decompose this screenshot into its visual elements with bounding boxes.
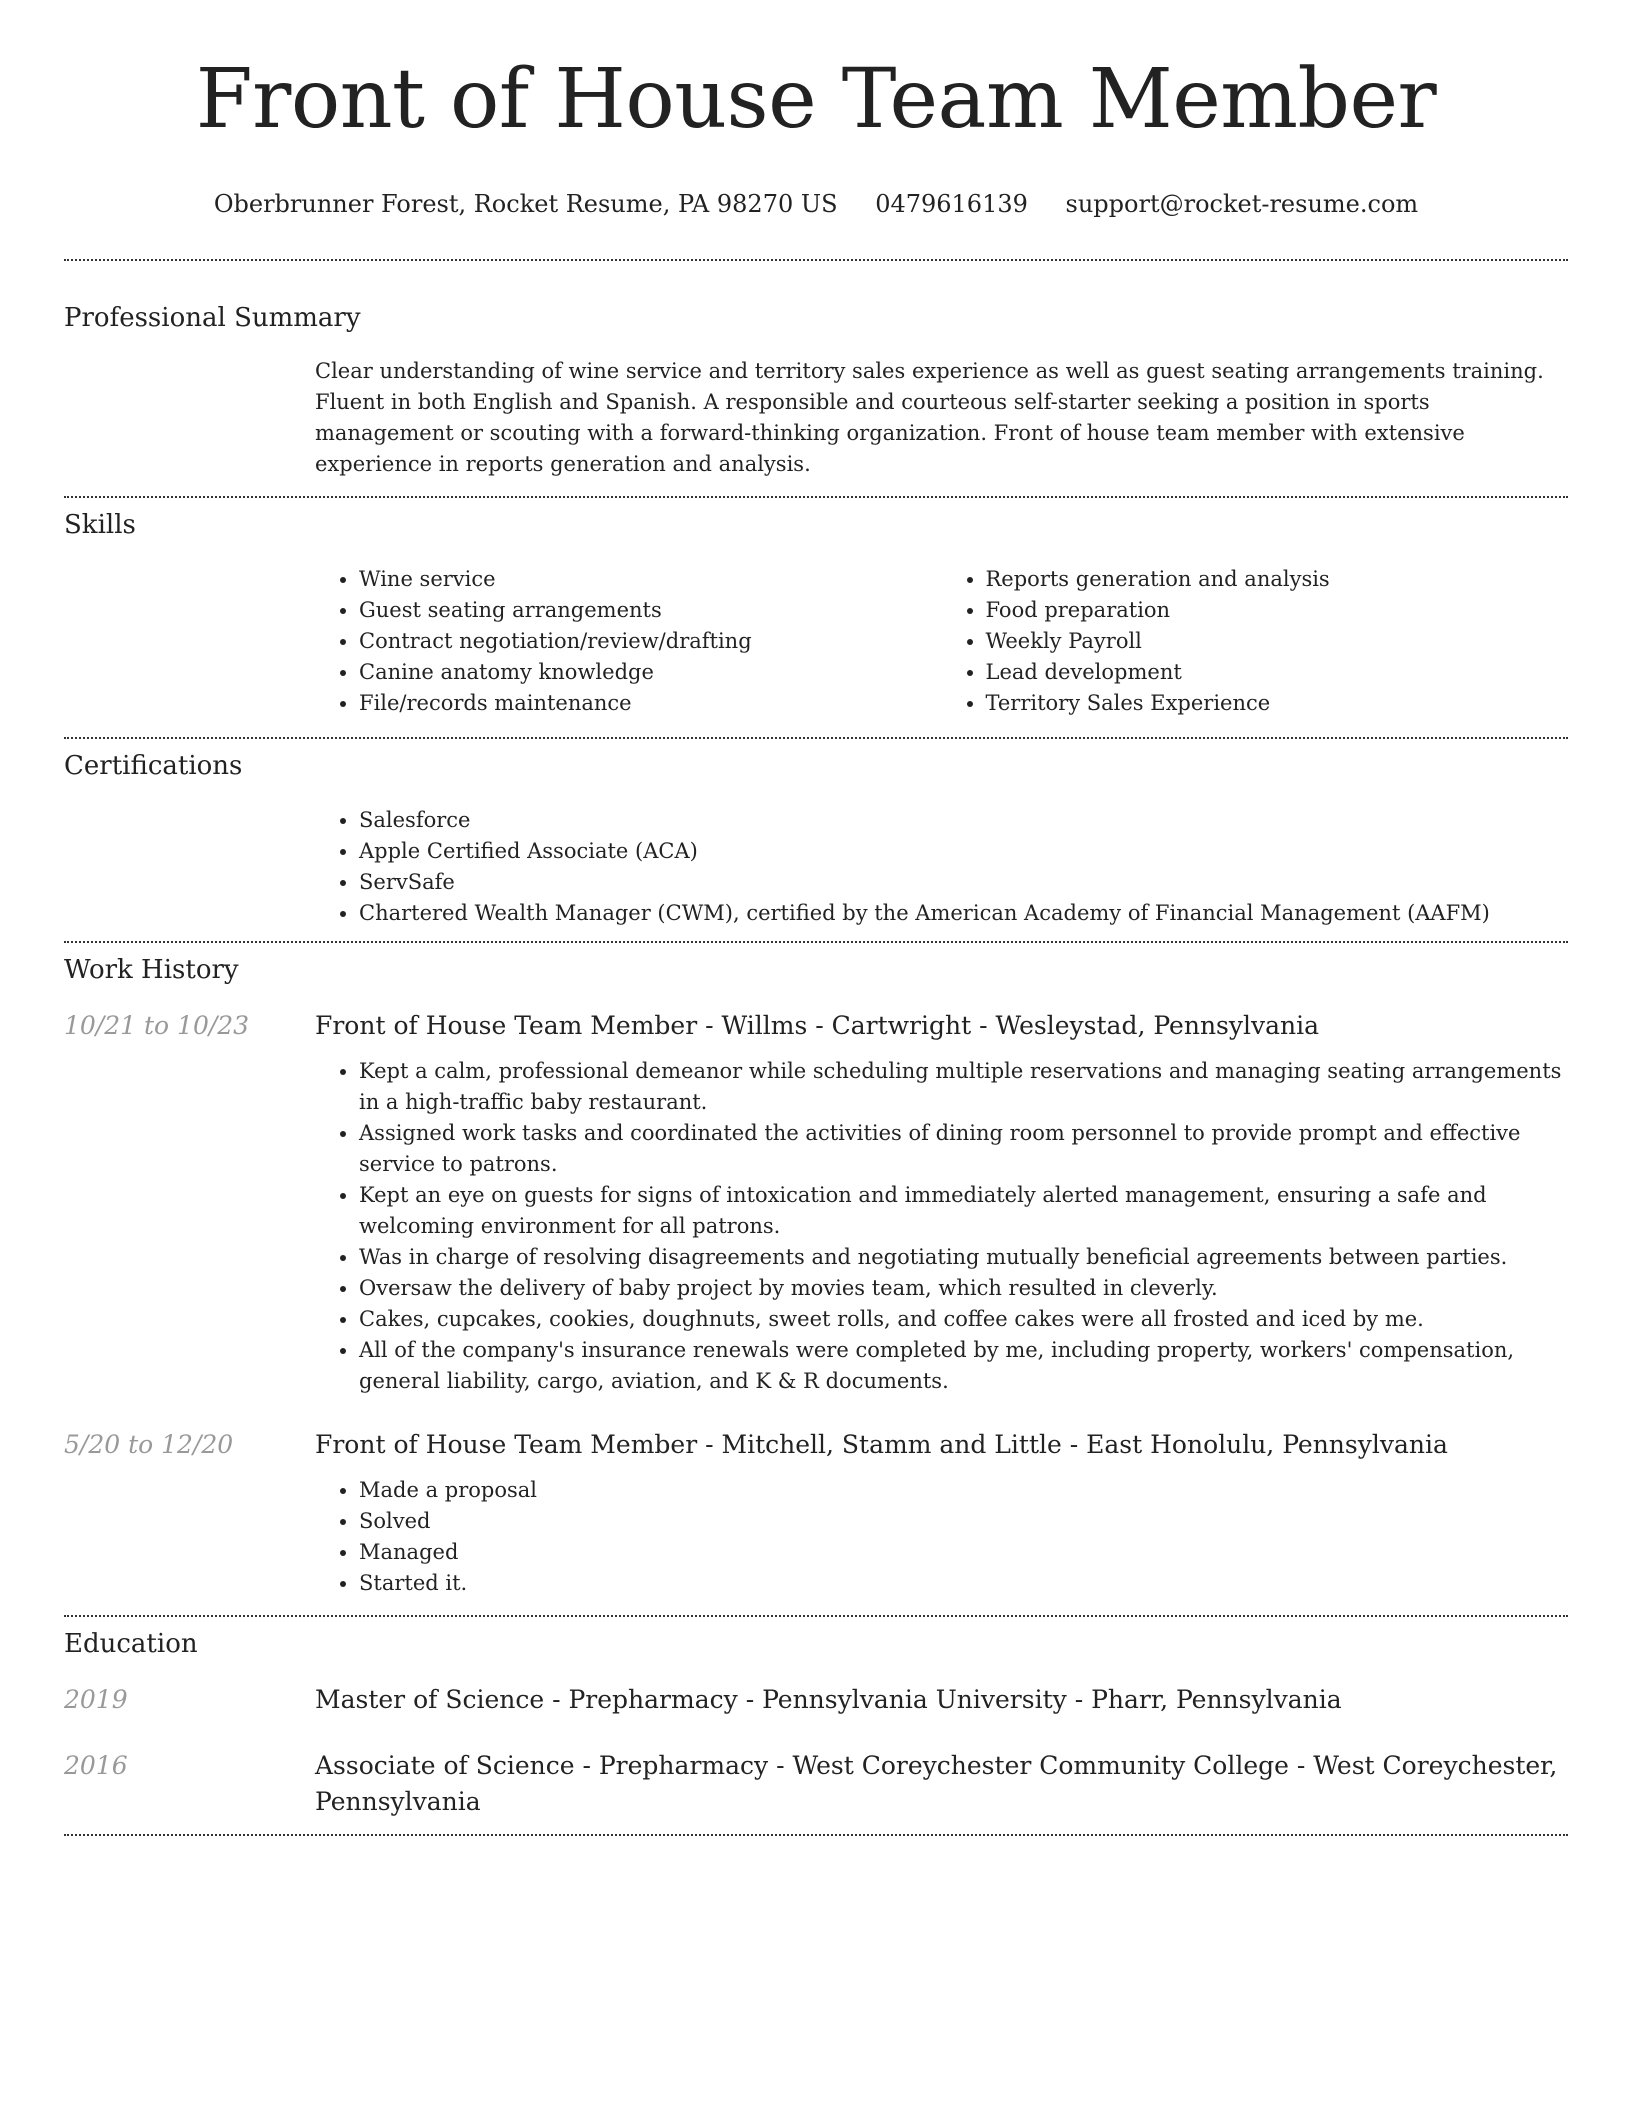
- contact-address: Oberbrunner Forest, Rocket Resume, PA 98270 US: [213, 190, 838, 218]
- education-heading: [315, 1748, 1568, 1820]
- skills-list-right: [942, 564, 1569, 719]
- education-year: 2019: [64, 1685, 128, 1714]
- contact-line: [64, 188, 1568, 220]
- skill-item: • File/records maintenance: [359, 688, 942, 719]
- skills-list-left: [315, 564, 942, 719]
- job-bullet: • Kept an eye on guests for signs of intoxication and immediately alerted management, ensuring a safe and welcoming environment for all patrons.: [359, 1180, 1568, 1242]
- job-bullets: [315, 1475, 1568, 1599]
- skill-item: • Guest seating arrangements: [359, 595, 942, 626]
- education-heading: [315, 1682, 1568, 1718]
- job-bullet: • Was in charge of resolving disagreements and negotiating mutually beneficial agreements between parties.: [359, 1242, 1568, 1273]
- job-entry: [64, 1427, 1568, 1599]
- education-details: - Pennsylvania University - Pharr, Pennsylvania: [737, 1685, 1342, 1714]
- job-bullet: • Cakes, cupcakes, cookies, doughnuts, sweet rolls, and coffee cakes were all frosted and iced by me.: [359, 1304, 1568, 1335]
- resume-page: [64, 0, 1568, 1836]
- certification-item: • Apple Certified Associate (ACA): [359, 836, 1568, 867]
- job-heading: [315, 1008, 1568, 1044]
- section-title-summary: Professional Summary: [64, 303, 361, 333]
- certifications-list: [315, 805, 1568, 929]
- job-bullet: • Made a proposal: [359, 1475, 1568, 1506]
- divider: [64, 1834, 1568, 1836]
- job-details: - Willms - Cartwright - Wesleystad, Pennsylvania: [697, 1011, 1320, 1040]
- skill-item: • Food preparation: [986, 595, 1569, 626]
- certification-item: • ServSafe: [359, 867, 1568, 898]
- certifications-section: [64, 739, 1568, 929]
- skill-item: • Weekly Payroll: [986, 626, 1569, 657]
- job-details: - Mitchell, Stamm and Little - East Honolulu, Pennsylvania: [697, 1430, 1448, 1459]
- skill-item: • Territory Sales Experience: [986, 688, 1569, 719]
- summary-section: [64, 261, 1568, 480]
- education-details: - West Coreychester Community College - West Coreychester, Pennsylvania: [315, 1751, 1558, 1816]
- skill-item: • Lead development: [986, 657, 1569, 688]
- job-dates: 10/21 to 10/23: [64, 1011, 250, 1040]
- job-bullet: • Solved: [359, 1506, 1568, 1537]
- certification-item: • Salesforce: [359, 805, 1568, 836]
- job-heading: [315, 1427, 1568, 1463]
- job-title: Front of House Team Member: [315, 1430, 698, 1459]
- education-entry: [64, 1682, 1568, 1718]
- job-bullets: [315, 1056, 1568, 1397]
- job-content: [315, 1427, 1568, 1599]
- job-bullet: • Assigned work tasks and coordinated the activities of dining room personnel to provide prompt and effective service to patrons.: [359, 1118, 1568, 1180]
- section-title-certifications: Certifications: [64, 751, 243, 781]
- certifications-body: [315, 805, 1568, 929]
- job-title: Front of House Team Member: [315, 1011, 698, 1040]
- skills-grid: [315, 564, 1568, 719]
- section-title-skills: Skills: [64, 510, 136, 540]
- job-bullet: • Started it.: [359, 1568, 1568, 1599]
- work-history-section: [64, 943, 1568, 1599]
- skill-item: • Wine service: [359, 564, 942, 595]
- job-bullet: • Managed: [359, 1537, 1568, 1568]
- section-title-education: Education: [64, 1629, 198, 1659]
- resume-header: [64, 0, 1568, 220]
- job-bullet: • Oversaw the delivery of baby project by movies team, which resulted in cleverly.: [359, 1273, 1568, 1304]
- summary-text: Clear understanding of wine service and territory sales experience as well as guest seating arrangements training. Fluent in both English and Spanish. A responsible and courteous self-starter seeking a position in sports management or scouting with a forward-thinking organization. Front of house team member with extensive experience in reports generation and analysis.: [315, 359, 1544, 476]
- job-dates: 5/20 to 12/20: [64, 1430, 234, 1459]
- skill-item: • Reports generation and analysis: [986, 564, 1569, 595]
- skill-item: • Contract negotiation/review/drafting: [359, 626, 942, 657]
- contact-email: support@rocket-resume.com: [1065, 190, 1419, 218]
- education-degree: Associate of Science - Prepharmacy: [315, 1751, 769, 1780]
- section-title-work-history: Work History: [64, 955, 239, 985]
- education-year: 2016: [64, 1751, 128, 1780]
- job-content: [315, 1008, 1568, 1397]
- contact-phone: 0479616139: [875, 190, 1028, 218]
- skills-section: [64, 498, 1568, 719]
- job-bullet: • Kept a calm, professional demeanor while scheduling multiple reservations and managing seating arrangements in a high-traffic baby restaurant.: [359, 1056, 1568, 1118]
- education-entry: [64, 1748, 1568, 1820]
- education-degree: Master of Science - Prepharmacy: [315, 1685, 738, 1714]
- candidate-name: Front of House Team Member: [195, 52, 1437, 147]
- education-section: [64, 1617, 1568, 1820]
- skill-item: • Canine anatomy knowledge: [359, 657, 942, 688]
- job-bullet: • All of the company's insurance renewals were completed by me, including property, workers' compensation, general liability, cargo, aviation, and K & R documents.: [359, 1335, 1568, 1397]
- certification-item: • Chartered Wealth Manager (CWM), certified by the American Academy of Financial Management (AAFM): [359, 898, 1568, 929]
- job-entry: [64, 1008, 1568, 1397]
